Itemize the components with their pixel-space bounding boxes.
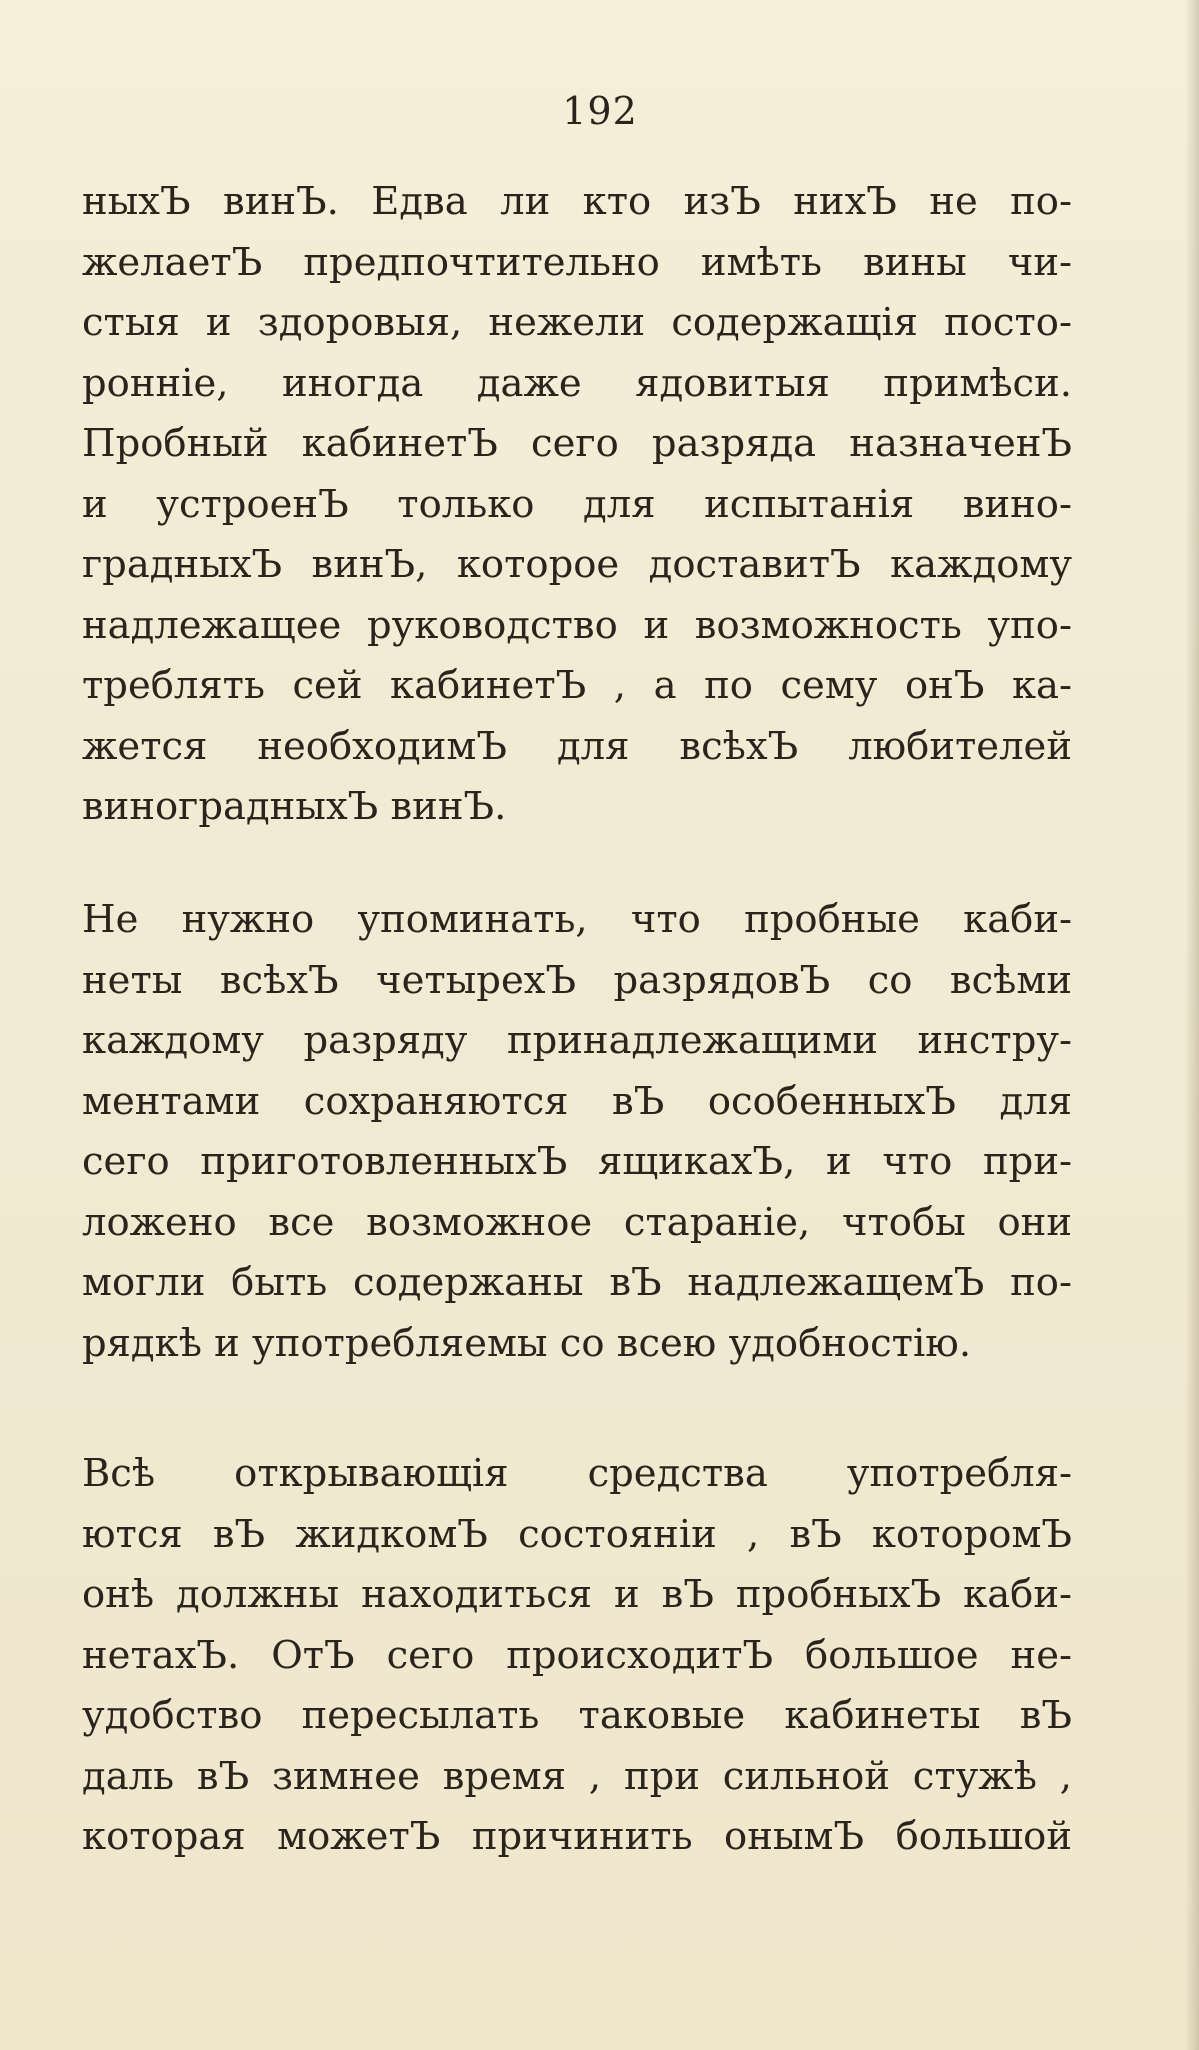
text-line: даль вЪ зимнее время , при сильной стужѣ , <box>82 1753 1072 1799</box>
text-line: сего приготовленныхЪ ящикахЪ, и что при- <box>82 1139 1072 1184</box>
text-line: ются вЪ жидкомЪ состояніи , вЪ которомЪ <box>82 1511 1072 1557</box>
text-line: ронніе, иногда даже ядовитыя примѣси. <box>82 360 1072 406</box>
text-line: онѣ должны находиться и вЪ пробныхЪ каби- <box>82 1572 1072 1617</box>
text-line: рядкѣ и употребляемы со всею удобностію. <box>82 1320 972 1366</box>
text-line: желаетЪ предпочтительно имѣть вины чи- <box>82 239 1072 285</box>
text-line: надлежащее руководство и возможность упо- <box>82 602 1072 648</box>
text-line: могли быть содержаны вЪ надлежащемЪ по- <box>82 1260 1072 1305</box>
paragraph-3 <box>82 1444 1072 1868</box>
text-line: Не нужно упоминать, что пробные каби- <box>82 897 1072 942</box>
text-line: ныхЪ винЪ. Едва ли кто изЪ нихЪ не по- <box>82 179 1072 224</box>
text-line: треблять сей кабинетЪ , а по сему онЪ ка- <box>82 663 1072 708</box>
text-line: каждому разряду принадлежащими инстру- <box>82 1018 1072 1063</box>
text-line: которая можетЪ причинить онымЪ большой <box>82 1814 1072 1859</box>
text-line: виноградныхЪ винЪ. <box>82 784 507 829</box>
text-line: градныхЪ винЪ, которое доставитЪ каждому <box>82 542 1072 587</box>
paragraph-1 <box>82 172 1072 838</box>
text-line: ложено все возможное стараніе, чтобы они <box>82 1199 1072 1245</box>
page-number: 192 <box>562 89 638 133</box>
page-edge-shadow <box>1185 0 1199 2050</box>
text-line: удобство пересылать таковые кабинеты вЪ <box>82 1693 1072 1738</box>
text-line: и устроенЪ только для испытанія вино- <box>82 481 1072 527</box>
text-line: стыя и здоровыя, нежели содержащія посто- <box>82 300 1072 345</box>
text-line: неты всѣхЪ четырехЪ разрядовЪ со всѣми <box>82 957 1072 1003</box>
text-line: нетахЪ. ОтЪ сего происходитЪ большое не- <box>82 1632 1072 1678</box>
text-line: жется необходимЪ для всѣхЪ любителей <box>82 723 1072 769</box>
text-line: Пробный кабинетЪ сего разряда назначенЪ <box>82 421 1072 466</box>
paragraph-2 <box>82 890 1072 1374</box>
text-line: Всѣ открывающія средства употребля- <box>82 1451 1072 1496</box>
text-line: ментами сохраняются вЪ особенныхЪ для <box>82 1078 1072 1124</box>
